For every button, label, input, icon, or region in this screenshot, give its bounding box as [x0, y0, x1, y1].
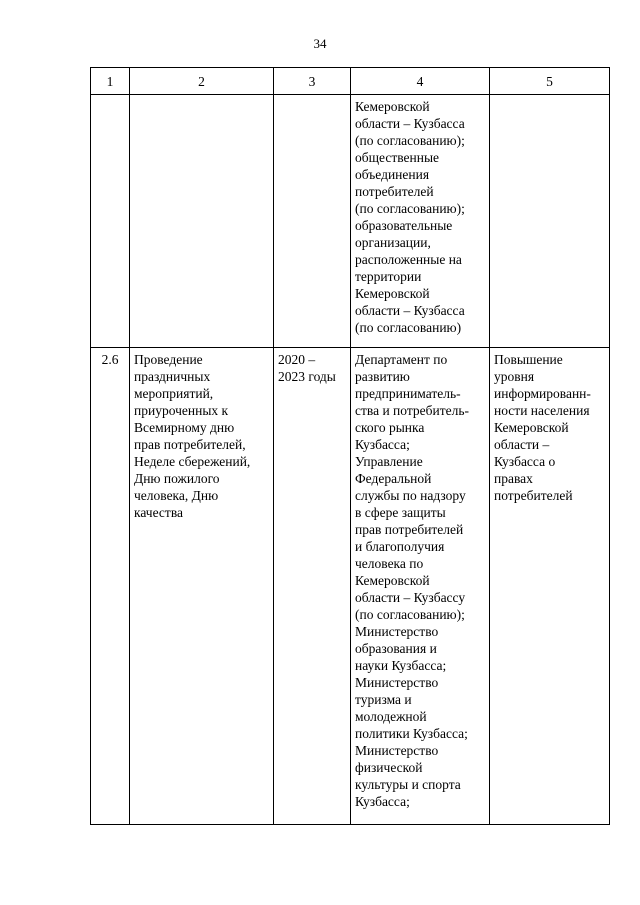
cell-text-line: Кемеровской	[494, 420, 569, 435]
cell-text-line: Кемеровской	[355, 99, 430, 114]
cell-text-line: прав потребителей	[355, 522, 464, 537]
cell-text-line: физической	[355, 760, 423, 775]
cell-text-line: человека, Дню	[134, 488, 219, 503]
cell-text-line: организации,	[355, 235, 431, 250]
header-col-5: 5	[490, 68, 610, 95]
cell-text-line: в сфере защиты	[355, 505, 446, 520]
table-cell-col-3	[274, 348, 351, 825]
table-row	[91, 348, 610, 825]
table-row	[91, 95, 610, 348]
cell-text-line: 2.6	[101, 352, 119, 367]
cell-text-line: молодежной	[355, 709, 427, 724]
cell-text-line: образования и	[355, 641, 437, 656]
cell-text-line: приуроченных к	[134, 403, 229, 418]
table-cell-col-5	[490, 95, 610, 348]
cell-text-line: Повышение	[494, 352, 563, 367]
cell-text-line: Министерство	[355, 624, 439, 639]
page-number: 34	[313, 36, 327, 51]
cell-text-line: 2020 –	[278, 352, 316, 367]
header-col-3: 3	[274, 68, 351, 95]
table-cell-col-5	[490, 348, 610, 825]
cell-text-line: области –	[494, 437, 550, 452]
cell-text-line: Проведение	[134, 352, 203, 367]
cell-text-line: науки Кузбасса;	[355, 658, 447, 673]
table-cell-col-4	[351, 348, 490, 825]
cell-text-line: области – Кузбассу	[355, 590, 466, 605]
cell-text-line: области – Кузбасса	[355, 303, 465, 318]
cell-text-line: Дню пожилого	[134, 471, 220, 486]
header-col-2: 2	[130, 68, 274, 95]
cell-text-line: территории	[355, 269, 422, 284]
cell-text-line: образовательные	[355, 218, 453, 233]
cell-text-line: развитию	[355, 369, 410, 384]
cell-text-line: (по согласованию)	[355, 320, 462, 335]
cell-text-line: (по согласованию);	[355, 133, 465, 148]
cell-text-line: потребителей	[494, 488, 573, 503]
cell-text-line: ского рынка	[355, 420, 425, 435]
cell-text-line: качества	[134, 505, 184, 520]
cell-text-line: культуры и спорта	[355, 777, 461, 792]
cell-text-line: туризма и	[355, 692, 412, 707]
cell-text-line: потребителей	[355, 184, 434, 199]
table-cell-col-2	[130, 348, 274, 825]
cell-text-line: политики Кузбасса;	[355, 726, 468, 741]
cell-text-line: Департамент по	[355, 352, 448, 367]
header-col-1: 1	[91, 68, 130, 95]
cell-text-line: Кемеровской	[355, 573, 430, 588]
cell-text-line: 2023 годы	[278, 369, 336, 384]
cell-text-line: предприниматель-	[355, 386, 461, 401]
plan-table	[90, 67, 610, 825]
cell-text-line: Федеральной	[355, 471, 432, 486]
cell-text-line: Кузбасса;	[355, 794, 410, 809]
table-cell-col-3	[274, 95, 351, 348]
header-col-4: 4	[351, 68, 490, 95]
cell-text-line: и благополучия	[355, 539, 445, 554]
table-cell-col-1	[91, 95, 130, 348]
cell-text-line: Министерство	[355, 675, 439, 690]
cell-text-line: Кузбасса о	[494, 454, 556, 469]
cell-text-line: прав потребителей,	[134, 437, 246, 452]
cell-text-line: праздничных	[134, 369, 211, 384]
cell-text-line: Управление	[355, 454, 423, 469]
table-cell-col-1	[91, 348, 130, 825]
cell-text-line: человека по	[355, 556, 424, 571]
cell-text-line: Неделе сбережений,	[134, 454, 251, 469]
cell-text-line: Министерство	[355, 743, 439, 758]
cell-text-line: Кузбасса;	[355, 437, 410, 452]
cell-text-line: (по согласованию);	[355, 201, 465, 216]
cell-text-line: расположенные на	[355, 252, 462, 267]
table-cell-col-4	[351, 95, 490, 348]
cell-text-line: ства и потребитель-	[355, 403, 470, 418]
cell-text-line: общественные	[355, 150, 440, 165]
cell-text-line: мероприятий,	[134, 386, 214, 401]
cell-text-line: Кемеровской	[355, 286, 430, 301]
cell-text-line: Всемирному дню	[134, 420, 235, 435]
cell-text-line: объединения	[355, 167, 430, 182]
cell-text-line: информированн-	[494, 386, 591, 401]
table-cell-col-2	[130, 95, 274, 348]
cell-text-line: уровня	[494, 369, 535, 384]
cell-text-line: правах	[494, 471, 533, 486]
cell-text-line: области – Кузбасса	[355, 116, 465, 131]
header-row	[91, 68, 610, 95]
cell-text-line: ности населения	[494, 403, 590, 418]
cell-text-line: (по согласованию);	[355, 607, 465, 622]
cell-text-line: службы по надзору	[355, 488, 466, 503]
